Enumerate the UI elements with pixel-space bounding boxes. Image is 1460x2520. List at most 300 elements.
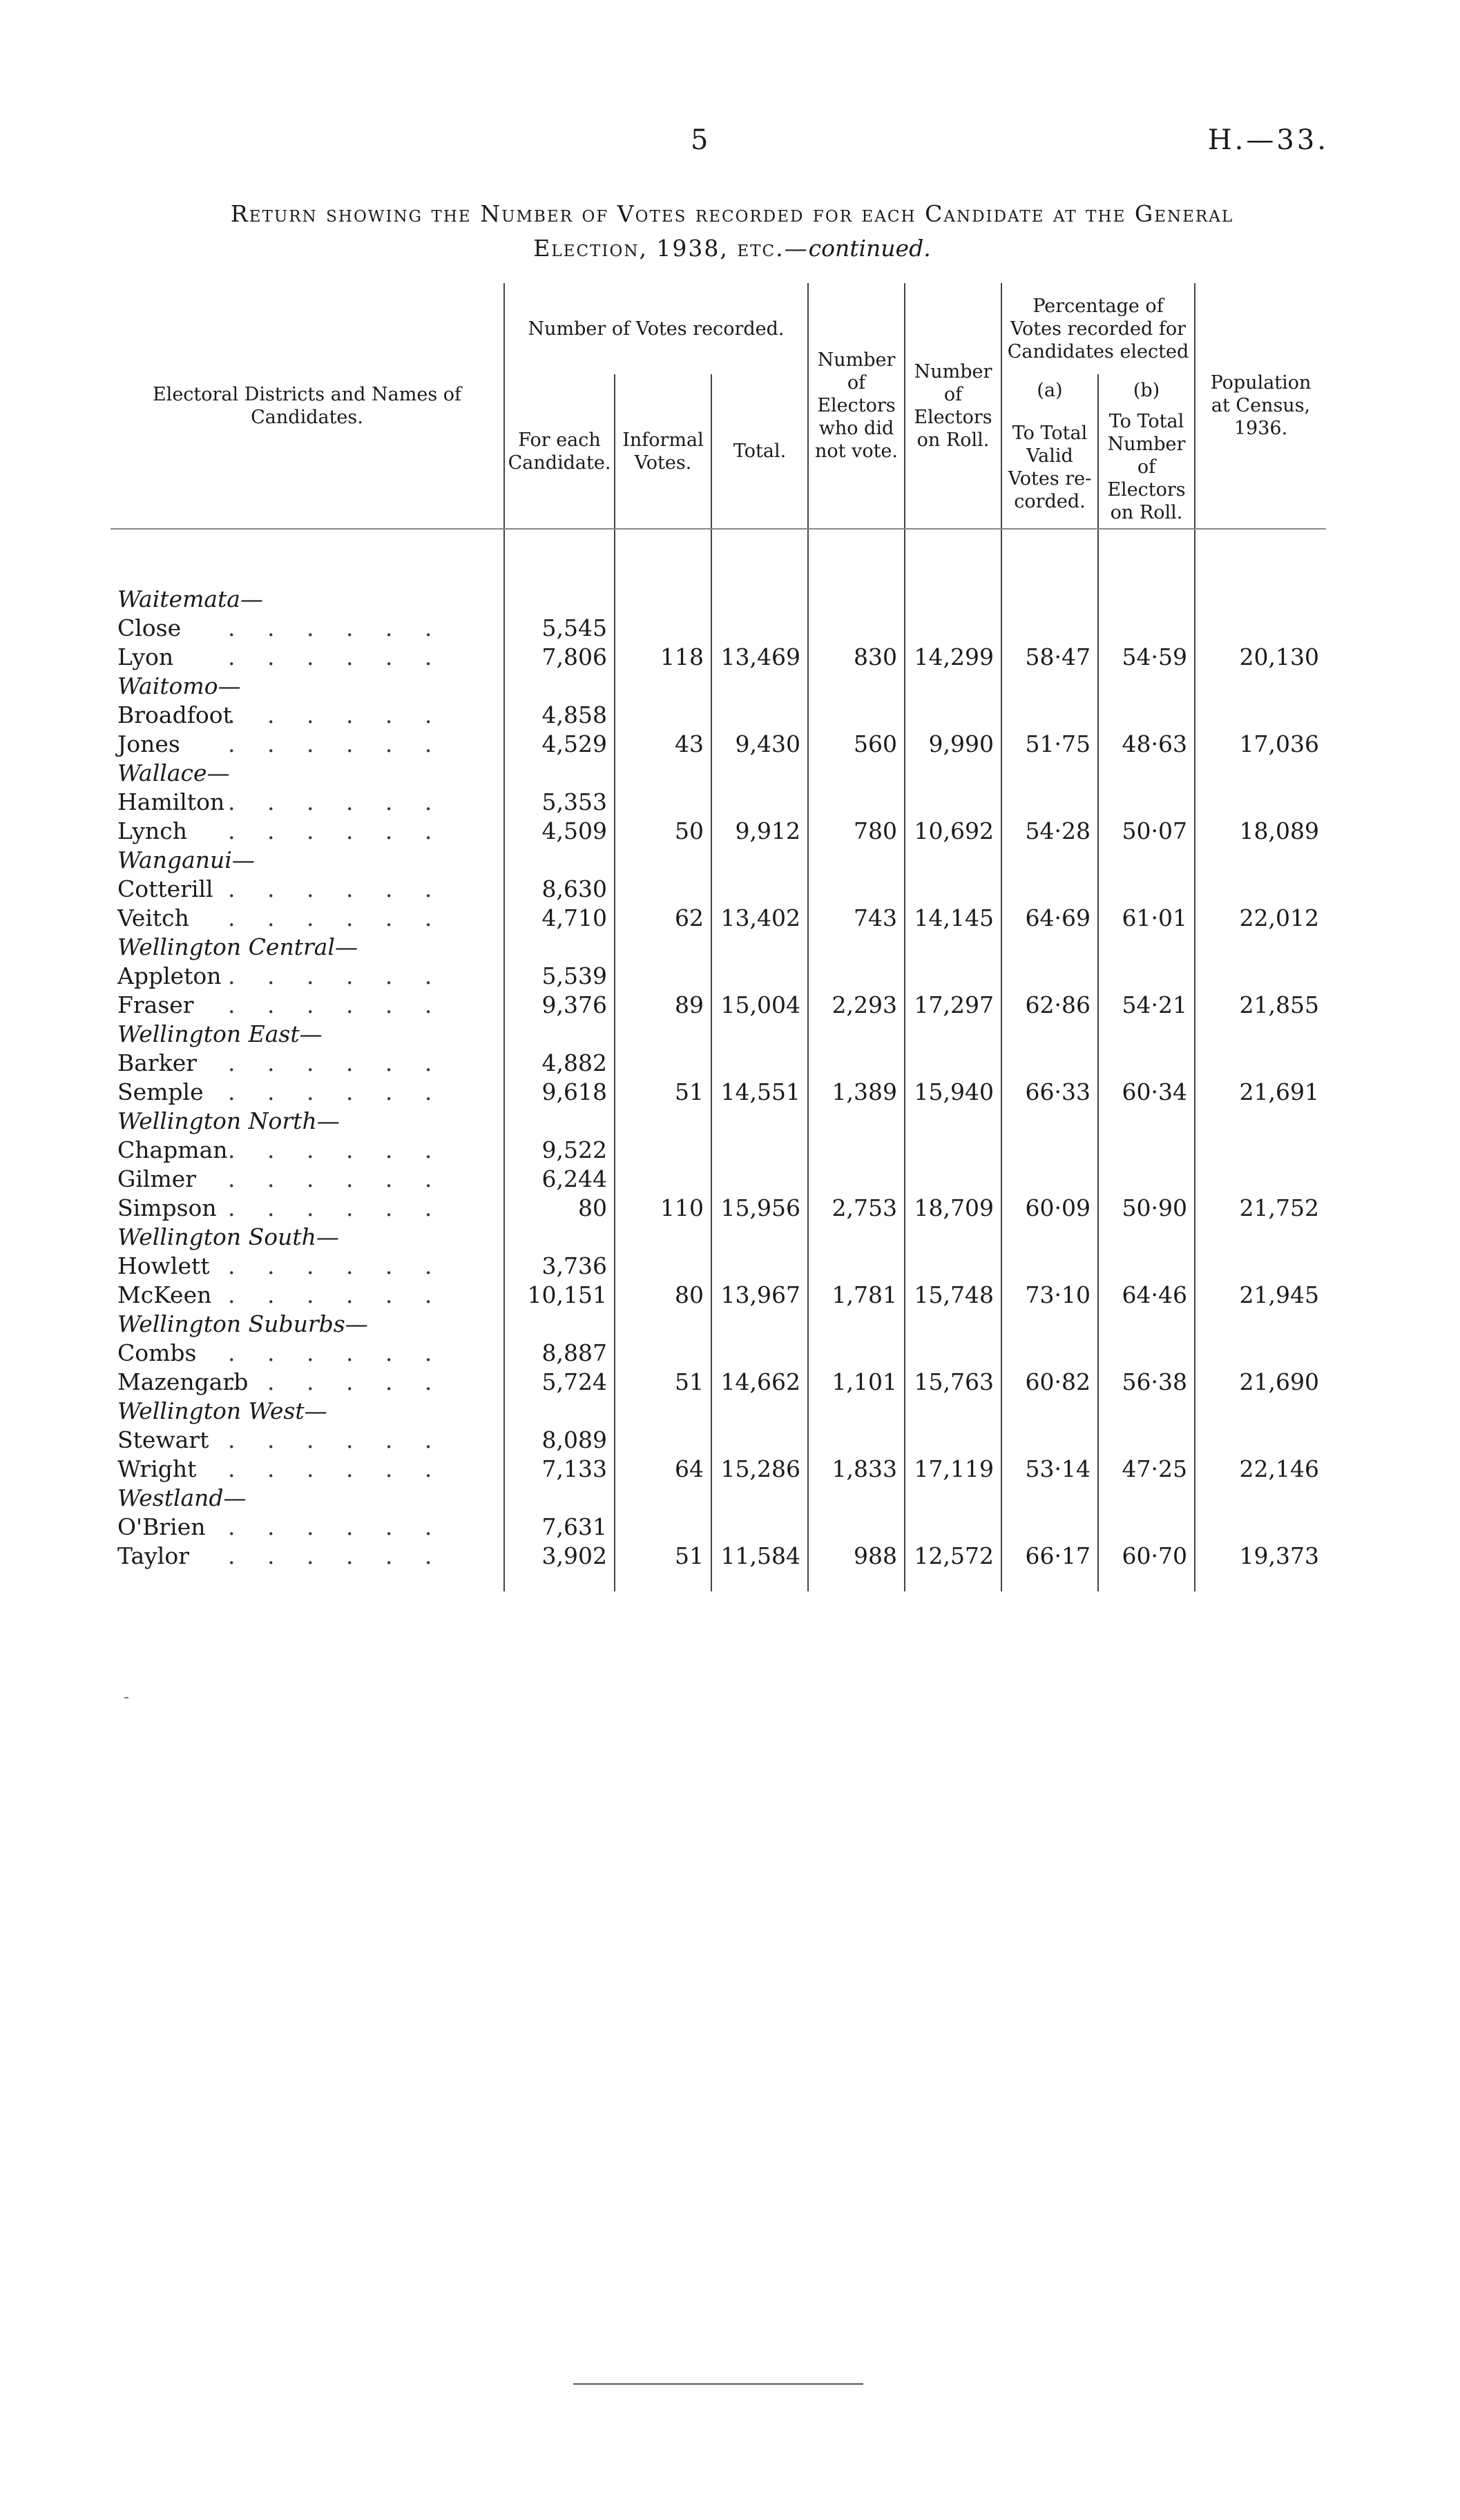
district-row [111,1484,1326,1513]
candidate-votes: 3,736 [504,1252,615,1281]
leader-dots: . . . . . . [228,904,445,931]
pct-electors-cell [1098,1339,1195,1368]
population-cell [1195,1136,1326,1165]
not-voted-cell: 830 [808,643,905,672]
informal-votes-cell: 118 [615,643,711,672]
candidate-row [111,643,1326,672]
population-cell: 21,752 [1195,1194,1326,1223]
district-name: Wellington South— [117,1223,339,1250]
total-votes-cell: 11,584 [711,1542,808,1571]
pct-electors-cell: 47·25 [1098,1455,1195,1484]
leader-dots: . . . . . . [228,1426,445,1453]
population-cell [1195,875,1326,904]
not-voted-cell: 1,389 [808,1078,905,1107]
candidate-name: Hamilton [117,788,225,815]
candidate-row [111,1049,1326,1078]
population-cell: 17,036 [1195,730,1326,759]
pct-valid-votes-cell: 60·09 [1001,1194,1098,1223]
candidate-row [111,1542,1326,1571]
pct-valid-votes-cell: 58·47 [1001,643,1098,672]
not-voted-cell [808,701,905,730]
candidate-name-cell [111,1426,504,1455]
population-cell: 18,089 [1195,817,1326,846]
leader-dots: . . . . . . [228,1339,445,1366]
candidate-row [111,1078,1326,1107]
informal-votes-cell [615,1339,711,1368]
col-header-population: Population at Census, 1936. [1195,283,1326,529]
population-cell: 19,373 [1195,1542,1326,1571]
candidate-row [111,1194,1326,1223]
population-cell [1195,701,1326,730]
on-roll-cell [905,962,1001,991]
candidate-name-cell [111,643,504,672]
candidate-name: Taylor [117,1542,189,1569]
candidate-name-cell [111,1136,504,1165]
candidate-name: Broadfoot [117,701,232,728]
col-header-pct-a-label: (a) [1001,374,1098,406]
on-roll-cell [905,788,1001,817]
candidate-name-cell [111,904,504,933]
candidate-name: Mazengarb [117,1368,249,1395]
not-voted-cell [808,1339,905,1368]
pct-electors-cell: 64·46 [1098,1281,1195,1310]
total-votes-cell [711,1049,808,1078]
pct-electors-cell: 54·59 [1098,643,1195,672]
candidate-name-cell [111,1252,504,1281]
scan-mark [124,1697,128,1698]
candidate-row [111,1339,1326,1368]
candidate-row [111,962,1326,991]
candidate-votes: 8,887 [504,1339,615,1368]
candidate-votes: 4,509 [504,817,615,846]
informal-votes-cell [615,1252,711,1281]
pct-valid-votes-cell [1001,614,1098,643]
district-row [111,933,1326,962]
table-end-row [111,1571,1326,1591]
population-cell: 21,945 [1195,1281,1326,1310]
pct-electors-cell [1098,701,1195,730]
returns-table [111,283,1326,1591]
total-votes-cell [711,1513,808,1542]
informal-votes-cell: 51 [615,1368,711,1397]
district-row [111,1020,1326,1049]
candidate-row [111,788,1326,817]
not-voted-cell [808,1426,905,1455]
population-cell [1195,962,1326,991]
population-cell [1195,788,1326,817]
candidate-row [111,730,1326,759]
on-roll-cell [905,1165,1001,1194]
bottom-rule [573,2383,863,2385]
candidate-name: Simpson [117,1194,217,1221]
informal-votes-cell [615,1136,711,1165]
not-voted-cell [808,614,905,643]
pct-electors-cell [1098,962,1195,991]
pct-valid-votes-cell: 54·28 [1001,817,1098,846]
on-roll-cell [905,1513,1001,1542]
leader-dots: . . . . . . [228,614,445,641]
population-cell: 22,146 [1195,1455,1326,1484]
total-votes-cell [711,788,808,817]
candidate-name-cell [111,730,504,759]
leader-dots: . . . . . . [228,991,445,1018]
pct-valid-votes-cell [1001,1136,1098,1165]
total-votes-cell: 14,662 [711,1368,808,1397]
leader-dots: . . . . . . [228,1455,445,1482]
population-cell [1195,614,1326,643]
on-roll-cell [905,614,1001,643]
candidate-name-cell [111,1513,504,1542]
population-cell: 21,691 [1195,1078,1326,1107]
candidate-name-cell [111,962,504,991]
pct-electors-cell [1098,1165,1195,1194]
informal-votes-cell [615,1426,711,1455]
district-name: Wellington Central— [117,933,358,960]
col-header-not-voted: Number of Electors who did not vote. [808,283,905,529]
candidate-votes: 4,882 [504,1049,615,1078]
total-votes-cell [711,1339,808,1368]
total-votes-cell: 13,967 [711,1281,808,1310]
informal-votes-cell: 43 [615,730,711,759]
leader-dots: . . . . . . [228,1194,445,1221]
informal-votes-cell: 51 [615,1078,711,1107]
not-voted-cell [808,1252,905,1281]
on-roll-cell [905,1426,1001,1455]
pct-valid-votes-cell [1001,788,1098,817]
total-votes-cell: 9,430 [711,730,808,759]
candidate-row [111,991,1326,1020]
pct-valid-votes-cell: 60·82 [1001,1368,1098,1397]
district-row [111,1223,1326,1252]
informal-votes-cell [615,875,711,904]
candidate-name: Appleton [117,962,222,989]
total-votes-cell: 14,551 [711,1078,808,1107]
pct-valid-votes-cell [1001,1165,1098,1194]
candidate-name: Combs [117,1339,197,1366]
population-cell [1195,1426,1326,1455]
district-row [111,672,1326,701]
informal-votes-cell [615,788,711,817]
pct-electors-cell: 61·01 [1098,904,1195,933]
col-header-pct-a: To Total Valid Votes re-corded. [1001,406,1098,529]
informal-votes-cell: 80 [615,1281,711,1310]
on-roll-cell: 9,990 [905,730,1001,759]
candidate-votes: 7,133 [504,1455,615,1484]
informal-votes-cell [615,614,711,643]
not-voted-cell [808,788,905,817]
not-voted-cell: 2,753 [808,1194,905,1223]
total-votes-cell: 13,469 [711,643,808,672]
total-votes-cell [711,1426,808,1455]
candidate-row [111,1513,1326,1542]
total-votes-cell [711,962,808,991]
candidate-name-cell [111,1078,504,1107]
leader-dots: . . . . . . [228,817,445,844]
district-name: Waitomo— [117,672,241,699]
pct-electors-cell [1098,788,1195,817]
pct-valid-votes-cell: 64·69 [1001,904,1098,933]
candidate-name-cell [111,788,504,817]
col-header-votes-group: Number of Votes recorded. [504,283,808,374]
leader-dots: . . . . . . [228,1252,445,1279]
total-votes-cell [711,1136,808,1165]
candidate-name: McKeen [117,1281,212,1308]
candidate-votes: 5,724 [504,1368,615,1397]
not-voted-cell: 1,833 [808,1455,905,1484]
pct-valid-votes-cell: 62·86 [1001,991,1098,1020]
total-votes-cell: 15,004 [711,991,808,1020]
page-number: 5 [691,124,709,156]
pct-electors-cell [1098,1426,1195,1455]
on-roll-cell [905,1049,1001,1078]
col-header-informal-votes: Informal Votes. [615,374,711,529]
total-votes-cell: 15,286 [711,1455,808,1484]
page-title [131,197,1333,266]
candidate-row [111,875,1326,904]
total-votes-cell [711,1165,808,1194]
on-roll-cell: 18,709 [905,1194,1001,1223]
candidate-name-cell [111,1194,504,1223]
candidate-name: Cotterill [117,875,213,902]
not-voted-cell [808,1136,905,1165]
population-cell: 20,130 [1195,643,1326,672]
district-name: Wellington North— [117,1107,340,1134]
district-row [111,1397,1326,1426]
on-roll-cell: 14,145 [905,904,1001,933]
informal-votes-cell: 89 [615,991,711,1020]
col-header-pct-b-label: (b) [1098,374,1195,406]
not-voted-cell: 743 [808,904,905,933]
col-header-district: Electoral Districts and Names of Candidates. [111,283,504,529]
on-roll-cell [905,875,1001,904]
candidate-name: Howlett [117,1252,210,1279]
leader-dots: . . . . . . [228,875,445,902]
page-header [0,124,1460,173]
total-votes-cell: 9,912 [711,817,808,846]
pct-valid-votes-cell [1001,962,1098,991]
candidate-name-cell [111,875,504,904]
not-voted-cell: 1,101 [808,1368,905,1397]
candidate-name: Veitch [117,904,189,931]
pct-valid-votes-cell [1001,1426,1098,1455]
pct-electors-cell [1098,1049,1195,1078]
informal-votes-cell: 64 [615,1455,711,1484]
col-header-percentage-group: Percentage of Votes recorded for Candidates elected [1001,283,1195,374]
population-cell [1195,1513,1326,1542]
candidate-name: O'Brien [117,1513,206,1540]
not-voted-cell [808,1513,905,1542]
candidate-row [111,1455,1326,1484]
pct-valid-votes-cell [1001,701,1098,730]
candidate-row [111,1426,1326,1455]
leader-dots: . . . . . . [228,1368,445,1395]
district-row [111,585,1326,614]
pct-valid-votes-cell [1001,1513,1098,1542]
candidate-row [111,817,1326,846]
pct-electors-cell [1098,875,1195,904]
candidate-name-cell [111,1049,504,1078]
not-voted-cell [808,1049,905,1078]
candidate-votes: 5,353 [504,788,615,817]
leader-dots: . . . . . . [228,1078,445,1105]
leader-dots: . . . . . . [228,788,445,815]
pct-valid-votes-cell: 73·10 [1001,1281,1098,1310]
title-line-2-main: Election, 1938, etc.— [533,235,809,262]
informal-votes-cell [615,1513,711,1542]
not-voted-cell [808,875,905,904]
document-reference: H.—33. [1207,124,1329,156]
pct-valid-votes-cell [1001,1339,1098,1368]
on-roll-cell: 15,940 [905,1078,1001,1107]
candidate-name-cell [111,1339,504,1368]
candidate-name-cell [111,1165,504,1194]
informal-votes-cell [615,962,711,991]
not-voted-cell [808,1165,905,1194]
candidate-name-cell [111,1368,504,1397]
candidate-votes: 9,522 [504,1136,615,1165]
on-roll-cell: 10,692 [905,817,1001,846]
candidate-name-cell [111,991,504,1020]
candidate-row [111,904,1326,933]
candidate-name: Fraser [117,991,194,1018]
candidate-row [111,614,1326,643]
pct-electors-cell [1098,614,1195,643]
informal-votes-cell [615,1165,711,1194]
district-name: Wanganui— [117,846,255,873]
col-header-for-each-candidate: For each Candidate. [504,374,615,529]
district-row [111,1310,1326,1339]
population-cell [1195,1049,1326,1078]
candidate-name: Barker [117,1049,198,1076]
candidate-name: Wright [117,1455,197,1482]
pct-valid-votes-cell: 66·17 [1001,1542,1098,1571]
candidate-votes: 4,858 [504,701,615,730]
candidate-votes: 7,631 [504,1513,615,1542]
table-spacer-row [111,529,1326,585]
candidate-votes: 5,539 [504,962,615,991]
candidate-name-cell [111,701,504,730]
candidate-name: Chapman [117,1136,228,1163]
pct-electors-cell: 56·38 [1098,1368,1195,1397]
candidate-votes: 9,376 [504,991,615,1020]
candidate-votes: 3,902 [504,1542,615,1571]
population-cell: 21,690 [1195,1368,1326,1397]
candidate-row [111,1252,1326,1281]
not-voted-cell: 988 [808,1542,905,1571]
candidate-votes: 8,630 [504,875,615,904]
pct-electors-cell: 60·34 [1098,1078,1195,1107]
on-roll-cell [905,1136,1001,1165]
candidate-votes: 80 [504,1194,615,1223]
candidate-votes: 9,618 [504,1078,615,1107]
pct-electors-cell [1098,1252,1195,1281]
candidate-name-cell [111,1281,504,1310]
candidate-row [111,1281,1326,1310]
pct-electors-cell: 50·90 [1098,1194,1195,1223]
leader-dots: . . . . . . [228,701,445,728]
pct-electors-cell: 60·70 [1098,1542,1195,1571]
candidate-name-cell [111,1455,504,1484]
table-body [111,529,1326,1591]
candidate-votes: 7,806 [504,643,615,672]
total-votes-cell [711,701,808,730]
candidate-name: Jones [117,730,180,757]
total-votes-cell: 15,956 [711,1194,808,1223]
informal-votes-cell: 62 [615,904,711,933]
candidate-name: Stewart [117,1426,209,1453]
district-row [111,1107,1326,1136]
population-cell [1195,1339,1326,1368]
population-cell [1195,1165,1326,1194]
pct-electors-cell: 48·63 [1098,730,1195,759]
candidate-votes: 8,089 [504,1426,615,1455]
candidate-name: Lynch [117,817,187,844]
on-roll-cell: 17,119 [905,1455,1001,1484]
informal-votes-cell: 110 [615,1194,711,1223]
population-cell: 21,855 [1195,991,1326,1020]
col-header-total: Total. [711,374,808,529]
informal-votes-cell: 50 [615,817,711,846]
leader-dots: . . . . . . [228,730,445,757]
candidate-votes: 4,710 [504,904,615,933]
not-voted-cell: 2,293 [808,991,905,1020]
title-line-1: Return showing the Number of Votes recorded for each Candidate at the General [230,200,1234,227]
on-roll-cell [905,701,1001,730]
pct-valid-votes-cell: 51·75 [1001,730,1098,759]
candidate-row [111,1136,1326,1165]
candidate-name-cell [111,614,504,643]
district-name: Wellington West— [117,1397,327,1424]
pct-electors-cell [1098,1513,1195,1542]
leader-dots: . . . . . . [228,1542,445,1569]
total-votes-cell [711,614,808,643]
pct-valid-votes-cell: 53·14 [1001,1455,1098,1484]
informal-votes-cell [615,701,711,730]
col-header-pct-b: To Total Number of Electors on Roll. [1098,406,1195,529]
title-line-2-continued: continued. [808,235,931,262]
col-header-on-roll: Number of Electors on Roll. [905,283,1001,529]
leader-dots: . . . . . . [228,1281,445,1308]
informal-votes-cell [615,1049,711,1078]
district-name: Wellington Suburbs— [117,1310,368,1337]
pct-valid-votes-cell [1001,875,1098,904]
district-row [111,759,1326,788]
candidate-name: Semple [117,1078,204,1105]
total-votes-cell [711,1252,808,1281]
candidate-row [111,701,1326,730]
pct-valid-votes-cell: 66·33 [1001,1078,1098,1107]
leader-dots: . . . . . . [228,643,445,670]
pct-valid-votes-cell [1001,1049,1098,1078]
leader-dots: . . . . . . [228,962,445,989]
title-line-2 [131,231,1333,266]
candidate-votes: 10,151 [504,1281,615,1310]
total-votes-cell [711,875,808,904]
leader-dots: . . . . . . [228,1049,445,1076]
candidate-name-cell [111,1542,504,1571]
pct-electors-cell: 50·07 [1098,817,1195,846]
on-roll-cell [905,1339,1001,1368]
candidate-name: Close [117,614,182,641]
candidate-name-cell [111,817,504,846]
candidate-name: Lyon [117,643,174,670]
on-roll-cell: 15,748 [905,1281,1001,1310]
candidate-row [111,1368,1326,1397]
district-name: Wellington East— [117,1020,323,1047]
on-roll-cell: 12,572 [905,1542,1001,1571]
pct-valid-votes-cell [1001,1252,1098,1281]
district-row [111,846,1326,875]
